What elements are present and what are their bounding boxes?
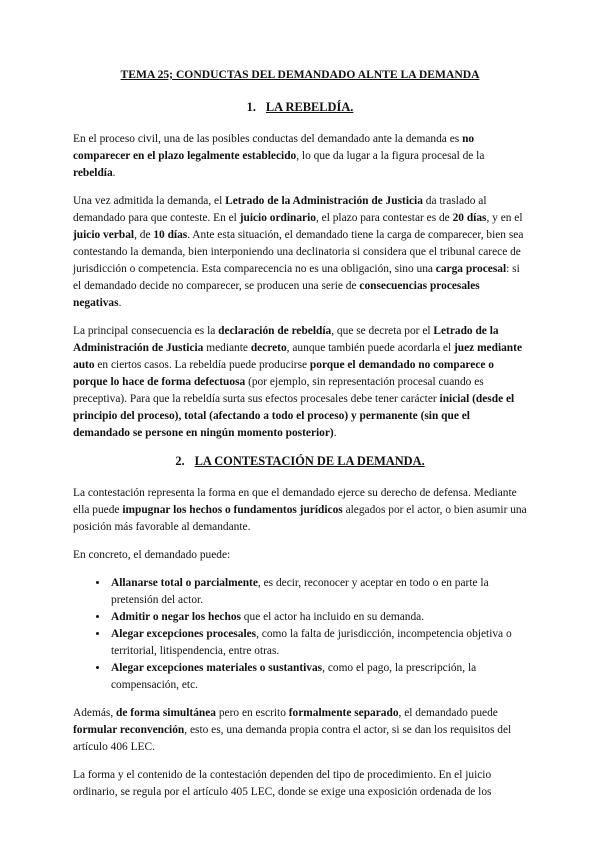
text-run: , el demandado puede: [398, 707, 498, 719]
text-run: , aunque también puede acordarla el: [286, 342, 454, 354]
bold-text: Admitir o negar los hechos: [111, 611, 241, 623]
bold-text: juez mediante auto: [73, 342, 522, 371]
paragraph: [73, 705, 527, 756]
text-run: La forma y el contenido de la contestación dependen del tipo de procedimiento. En el juicio ordinario, se regula por el artículo 405 LEC, donde se exige una exposición ordenada de los: [73, 769, 492, 798]
bold-text: impugnar los hechos o fundamentos jurídicos: [122, 504, 343, 516]
text-run: en ciertos casos. La rebeldía puede producirse: [94, 359, 310, 371]
text-run: mediante: [203, 342, 251, 354]
text-run: , de: [134, 229, 154, 241]
list-item: [109, 626, 527, 660]
paragraph: [73, 767, 527, 801]
bold-text: Allanarse total o parcialmente: [111, 577, 258, 589]
paragraph: [73, 485, 527, 536]
bold-text: Alegar excepciones procesales: [111, 628, 257, 640]
paragraph: [73, 193, 527, 312]
bold-text: Alegar excepciones materiales o sustantivas: [111, 662, 323, 674]
text-run: . Ante esta situación, el demandado tiene la carga de comparecer, bien sea contestando la demanda, bien interponiendo una declinatoria si considera que el tribunal carece de jurisdicción o competencia. Esta comparecencia no es una obligación, sino una: [73, 229, 524, 275]
text-run: .: [333, 427, 337, 439]
text-run: : si el demandado decide no comparecer, se producen una serie de: [73, 263, 520, 292]
bold-text: inicial (desde el principio del proceso), total (afectando a todo el proceso) y permanente (sin que el demandado se persone en ningún momento posterior): [73, 393, 515, 439]
text-run: , esto es, una demanda propia contra el actor, si se dan los requisitos del artículo 406 LEC.: [73, 724, 512, 753]
bold-text: no comparecer en el plazo legalmente establecido: [73, 133, 475, 162]
list-item: [109, 575, 527, 609]
section-2-heading: [73, 453, 527, 470]
section-1-title: LA REBELDÍA.: [265, 100, 354, 114]
bold-text: formular reconvención: [73, 724, 185, 736]
text-run: (por ejemplo, sin representación procesal cuando es preceptiva). Para que la rebeldía surta sus efectos procesales debe tener carácter: [73, 376, 484, 405]
bold-text: juicio ordinario: [239, 212, 316, 224]
bold-text: Letrado de la Administración de Justicia: [73, 325, 499, 354]
list-item: [109, 609, 527, 626]
section-1-heading: [73, 99, 527, 116]
text-run: En el proceso civil, una de las posibles conductas del demandado ante la demanda es: [73, 133, 463, 145]
bold-text: 20 días: [452, 212, 487, 224]
text-run: , que se decreta por el: [331, 325, 434, 337]
bold-text: decreto: [250, 342, 287, 354]
text-run: , es decir, reconocer y aceptar en todo o en parte la pretensión del actor.: [111, 577, 489, 606]
text-run: que el actor ha incluido en su demanda.: [240, 611, 425, 623]
text-run: , como la falta de jurisdicción, incompetencia objetiva o territorial, litispendencia, entre otras.: [111, 628, 512, 657]
bold-text: declaración de rebeldía: [218, 325, 332, 337]
text-run: Además,: [73, 707, 117, 719]
bold-text: rebeldía: [73, 167, 113, 179]
section-2-title: LA CONTESTACIÓN DE LA DEMANDA.: [194, 454, 425, 468]
paragraph: [73, 131, 527, 182]
text-run: da traslado al demandado para que conteste. En el: [73, 195, 487, 224]
text-run: .: [112, 167, 116, 179]
section-2-number: 2.: [175, 454, 185, 468]
bold-text: porque el demandado no comparece o porque lo hace de forma defectuosa: [73, 359, 494, 388]
list-item: [109, 660, 527, 694]
document-title: TEMA 25; CONDUCTAS DEL DEMANDADO ALNTE LA DEMANDA: [120, 68, 480, 81]
bold-text: carga procesal: [435, 263, 507, 275]
paragraph: [73, 547, 527, 564]
text-run: , y en el: [486, 212, 523, 224]
text-run: alegados por el actor, o bien asumir una posición más favorable al demandante.: [73, 504, 527, 533]
section-1-number: 1.: [246, 100, 256, 114]
text-run: La contestación representa la forma en que el demandado ejerce su derecho de defensa. Mediante ella puede: [73, 487, 517, 516]
bold-text: consecuencias procesales negativas: [73, 280, 480, 309]
paragraph: [73, 323, 527, 442]
bullet-list: [73, 575, 527, 694]
bold-text: Letrado de la Administración de Justicia: [225, 195, 423, 207]
text-run: La principal consecuencia es la: [73, 325, 219, 337]
text-run: pero en escrito: [216, 707, 289, 719]
text-run: , el plazo para contestar es de: [315, 212, 453, 224]
text-run: En concreto, el demandado puede:: [73, 549, 231, 561]
text-run: Una vez admitida la demanda, el: [73, 195, 226, 207]
text-run: , lo que da lugar a la figura procesal de la: [296, 150, 485, 162]
bold-text: 10 días: [153, 229, 188, 241]
text-run: , como el pago, la prescripción, la compensación, etc.: [111, 662, 477, 691]
bold-text: formalmente separado: [288, 707, 399, 719]
bold-text: de forma simultánea: [116, 707, 217, 719]
bold-text: juicio verbal: [73, 229, 135, 241]
text-run: .: [118, 297, 122, 309]
